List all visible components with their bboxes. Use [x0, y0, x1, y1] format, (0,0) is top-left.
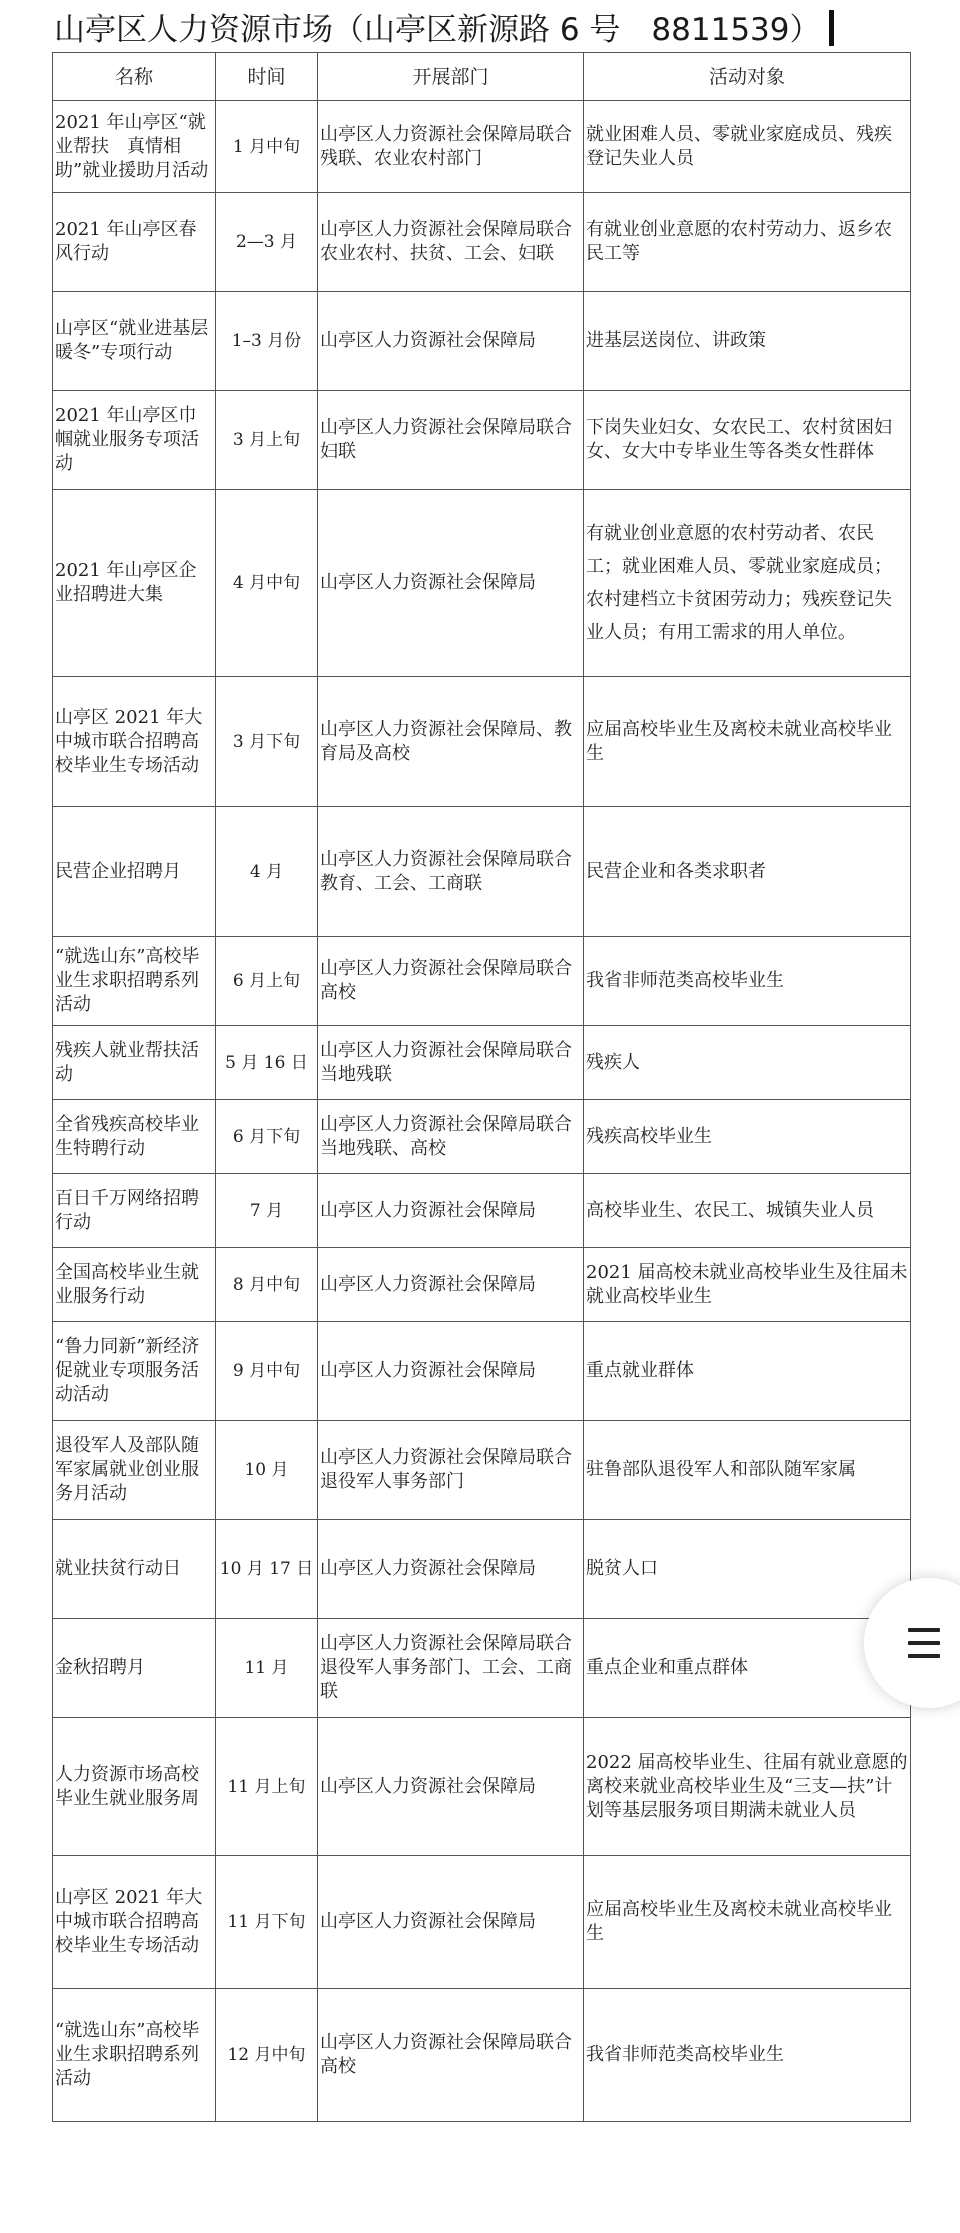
cell-target: 残疾高校毕业生	[584, 1100, 911, 1174]
cell-target: 重点就业群体	[584, 1322, 911, 1421]
cell-target: 下岗失业妇女、女农民工、农村贫困妇女、女大中专毕业生等各类女性群体	[584, 391, 911, 490]
cell-time: 5 月 16 日	[216, 1026, 318, 1100]
cell-time: 6 月上旬	[216, 937, 318, 1026]
cell-time: 3 月下旬	[216, 677, 318, 807]
cell-dept: 山亭区人力资源社会保障局联合当地残联、高校	[318, 1100, 584, 1174]
table-row	[53, 490, 911, 677]
table-row	[53, 1174, 911, 1248]
cell-time: 10 月 17 日	[216, 1520, 318, 1619]
cell-dept: 山亭区人力资源社会保障局联合退役军人事务部门、工会、工商联	[318, 1619, 584, 1718]
cell-time: 2—3 月	[216, 193, 318, 292]
cell-name: 百日千万网络招聘行动	[53, 1174, 216, 1248]
cell-time: 12 月中旬	[216, 1989, 318, 2122]
cell-time: 11 月	[216, 1619, 318, 1718]
cell-dept: 山亭区人力资源社会保障局	[318, 1856, 584, 1989]
cell-name: 山亭区“就业进基层暖冬”专项行动	[53, 292, 216, 391]
table-row	[53, 807, 911, 937]
cell-time: 3 月上旬	[216, 391, 318, 490]
cell-time: 4 月	[216, 807, 318, 937]
table-row	[53, 1248, 911, 1322]
cell-name: “鲁力同新”新经济促就业专项服务活动活动	[53, 1322, 216, 1421]
page-title: 山亭区人力资源市场（山亭区新源路 6 号 8811539）	[54, 6, 834, 54]
cell-name: 金秋招聘月	[53, 1619, 216, 1718]
cell-time: 1 月中旬	[216, 101, 318, 193]
cell-target: 进基层送岗位、讲政策	[584, 292, 911, 391]
cell-target: 民营企业和各类求职者	[584, 807, 911, 937]
cell-name: 全省残疾高校毕业生特聘行动	[53, 1100, 216, 1174]
cell-target: 高校毕业生、农民工、城镇失业人员	[584, 1174, 911, 1248]
table-header-row	[53, 53, 911, 101]
header-target: 活动对象	[584, 53, 911, 101]
cell-target: 2022 届高校毕业生、往届有就业意愿的离校来就业高校毕业生及“三支—扶”计划等基层服务项目期满未就业人员	[584, 1718, 911, 1856]
cell-dept: 山亭区人力资源社会保障局联合妇联	[318, 391, 584, 490]
cell-name: 2021 年山亭区春风行动	[53, 193, 216, 292]
cell-target: 我省非师范类高校毕业生	[584, 937, 911, 1026]
table-row	[53, 1989, 911, 2122]
cell-dept: 山亭区人力资源社会保障局	[318, 1718, 584, 1856]
cell-target: 应届高校毕业生及离校未就业高校毕业生	[584, 677, 911, 807]
cell-target: 应届高校毕业生及离校未就业高校毕业生	[584, 1856, 911, 1989]
cell-name: 山亭区 2021 年大中城市联合招聘高校毕业生专场活动	[53, 1856, 216, 1989]
cell-dept: 山亭区人力资源社会保障局	[318, 1520, 584, 1619]
cell-target: 有就业创业意愿的农村劳动者、农民工；就业困难人员、零就业家庭成员；农村建档立卡贫困劳动力；残疾登记失业人员；有用工需求的用人单位。	[584, 490, 911, 677]
table-row	[53, 1322, 911, 1421]
cell-time: 7 月	[216, 1174, 318, 1248]
hamburger-menu-icon	[908, 1628, 940, 1658]
table-row	[53, 937, 911, 1026]
cell-name: 2021 年山亭区企业招聘进大集	[53, 490, 216, 677]
cell-name: 就业扶贫行动日	[53, 1520, 216, 1619]
cell-time: 8 月中旬	[216, 1248, 318, 1322]
cell-dept: 山亭区人力资源社会保障局联合退役军人事务部门	[318, 1421, 584, 1520]
cell-target: 驻鲁部队退役军人和部队随军家属	[584, 1421, 911, 1520]
cell-time: 11 月下旬	[216, 1856, 318, 1989]
table-row	[53, 101, 911, 193]
table-row	[53, 1100, 911, 1174]
table-row	[53, 1421, 911, 1520]
table-row	[53, 193, 911, 292]
cell-target: 残疾人	[584, 1026, 911, 1100]
cell-name: 2021 年山亭区巾帼就业服务专项活动	[53, 391, 216, 490]
cell-time: 1–3 月份	[216, 292, 318, 391]
table-row	[53, 1619, 911, 1718]
cell-dept: 山亭区人力资源社会保障局联合高校	[318, 1989, 584, 2122]
cell-time: 6 月下旬	[216, 1100, 318, 1174]
cell-name: “就选山东”高校毕业生求职招聘系列活动	[53, 937, 216, 1026]
table-row	[53, 1856, 911, 1989]
cell-name: 人力资源市场高校毕业生就业服务周	[53, 1718, 216, 1856]
cell-time: 4 月中旬	[216, 490, 318, 677]
cell-dept: 山亭区人力资源社会保障局联合农业农村、扶贫、工会、妇联	[318, 193, 584, 292]
table-row	[53, 1718, 911, 1856]
cell-dept: 山亭区人力资源社会保障局	[318, 1248, 584, 1322]
cell-name: 残疾人就业帮扶活动	[53, 1026, 216, 1100]
cell-dept: 山亭区人力资源社会保障局联合高校	[318, 937, 584, 1026]
cell-dept: 山亭区人力资源社会保障局	[318, 292, 584, 391]
header-dept: 开展部门	[318, 53, 584, 101]
table-row	[53, 292, 911, 391]
cell-target: 脱贫人口	[584, 1520, 911, 1619]
cell-dept: 山亭区人力资源社会保障局	[318, 490, 584, 677]
cell-target: 就业困难人员、零就业家庭成员、残疾登记失业人员	[584, 101, 911, 193]
table-row	[53, 677, 911, 807]
table-row	[53, 1520, 911, 1619]
header-name: 名称	[53, 53, 216, 101]
cell-name: 退役军人及部队随军家属就业创业服务月活动	[53, 1421, 216, 1520]
cell-name: 民营企业招聘月	[53, 807, 216, 937]
cell-dept: 山亭区人力资源社会保障局联合当地残联	[318, 1026, 584, 1100]
cell-target: 我省非师范类高校毕业生	[584, 1989, 911, 2122]
cell-dept: 山亭区人力资源社会保障局	[318, 1174, 584, 1248]
cell-target: 2021 届高校未就业高校毕业生及往届未就业高校毕业生	[584, 1248, 911, 1322]
cell-dept: 山亭区人力资源社会保障局、教育局及高校	[318, 677, 584, 807]
table-row	[53, 1026, 911, 1100]
cell-dept: 山亭区人力资源社会保障局联合残联、农业农村部门	[318, 101, 584, 193]
cell-name: 山亭区 2021 年大中城市联合招聘高校毕业生专场活动	[53, 677, 216, 807]
cell-dept: 山亭区人力资源社会保障局联合教育、工会、工商联	[318, 807, 584, 937]
activity-schedule-table	[52, 52, 911, 2122]
text-cursor	[829, 10, 834, 46]
cell-name: 全国高校毕业生就业服务行动	[53, 1248, 216, 1322]
cell-target: 重点企业和重点群体	[584, 1619, 911, 1718]
cell-dept: 山亭区人力资源社会保障局	[318, 1322, 584, 1421]
cell-name: 2021 年山亭区“就业帮扶 真情相助”就业援助月活动	[53, 101, 216, 193]
header-time: 时间	[216, 53, 318, 101]
cell-name: “就选山东”高校毕业生求职招聘系列活动	[53, 1989, 216, 2122]
cell-target: 有就业创业意愿的农村劳动力、返乡农民工等	[584, 193, 911, 292]
cell-time: 9 月中旬	[216, 1322, 318, 1421]
cell-time: 10 月	[216, 1421, 318, 1520]
table-row	[53, 391, 911, 490]
cell-time: 11 月上旬	[216, 1718, 318, 1856]
